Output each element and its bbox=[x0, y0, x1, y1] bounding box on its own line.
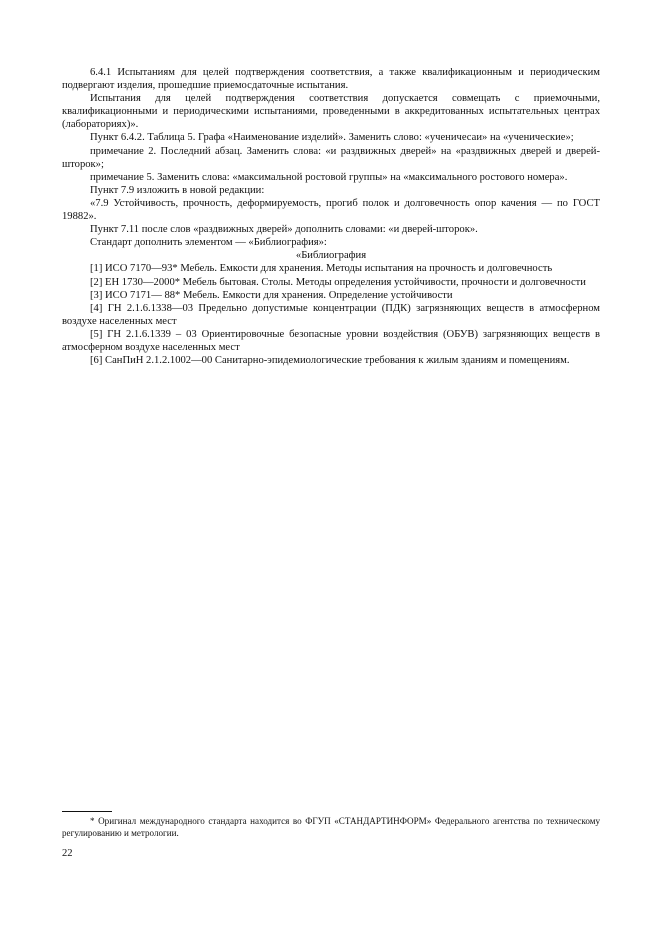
page-number: 22 bbox=[62, 848, 73, 859]
bibliography-item: [6] СанПиН 2.1.2.1002—00 Санитарно-эпидемиологические требования к жилым зданиям и помещениям. bbox=[90, 355, 570, 367]
paragraph-note-5: примечание 5. Заменить слова: «максимальной ростовой группы» на «максимального ростового номера». bbox=[90, 171, 568, 183]
bibliography-item: [2] ЕН 1730—2000* Мебель бытовая. Столы. Методы определения устойчивости, прочности и долговечности bbox=[90, 276, 586, 288]
paragraph-note-2: примечание 2. Последний абзац. Заменить слова: «и раздвижных дверей» на «раздвижных дверей и дверей-шторок»; bbox=[62, 145, 600, 170]
bibliography-heading: «Библиография bbox=[295, 250, 367, 262]
paragraph-7-9-intro: Пункт 7.9 изложить в новой редакции: bbox=[90, 184, 265, 196]
paragraph-6-4-2-table-5: Пункт 6.4.2. Таблица 5. Графа «Наименование изделий». Заменить слово: «ученичесаи» на «ученические»; bbox=[90, 132, 574, 144]
paragraph-testing-combination: Испытания для целей подтверждения соответствия допускается совмещать с приемочными, квалификационными и периодическими испытаниями, проведенными в аккредитованных испытательных центрах (лабораториях)». bbox=[62, 93, 600, 131]
footnote-divider bbox=[62, 811, 112, 812]
bibliography-list bbox=[62, 262, 600, 367]
bibliography-item: [1] ИСО 7170—93* Мебель. Емкости для хранения. Методы испытания на прочность и долговечность bbox=[90, 263, 553, 275]
bibliography-item: [3] ИСО 7171— 88* Мебель. Емкости для хранения. Определение устойчивости bbox=[90, 289, 453, 301]
bibliography-item: [4] ГН 2.1.6.1338—03 Предельно допустимые концентрации (ПДК) загрязняющих веществ в атмосферном воздухе населенных мест bbox=[62, 302, 600, 327]
paragraph-7-11: Пункт 7.11 после слов «раздвижных дверей» дополнить словами: «и дверей-шторок». bbox=[90, 224, 478, 236]
footnote: * Оригинал международного стандарта находится во ФГУП «СТАНДАРТИНФОРМ» Федерального агентства по техническому регулированию и метрологии. bbox=[62, 816, 600, 839]
paragraph-7-9-text: «7.9 Устойчивость, прочность, деформируемость, прогиб полок и долговечность опор качения — по ГОСТ 19882». bbox=[62, 197, 600, 223]
paragraph-bibliography-intro: Стандарт дополнить элементом — «Библиография»: bbox=[90, 237, 327, 249]
paragraph-6-4-1: 6.4.1 Испытаниям для целей подтверждения соответствия, а также квалификационным и периодическим подвергают изделия, прошедшие приемосдаточные испытания. bbox=[62, 67, 600, 92]
bibliography-item: [5] ГН 2.1.6.1339 – 03 Ориентировочные безопасные уровни воздействия (ОБУВ) загрязняющих веществ в атмосферном воздухе населенных мест bbox=[62, 328, 600, 353]
document-body bbox=[62, 66, 600, 367]
